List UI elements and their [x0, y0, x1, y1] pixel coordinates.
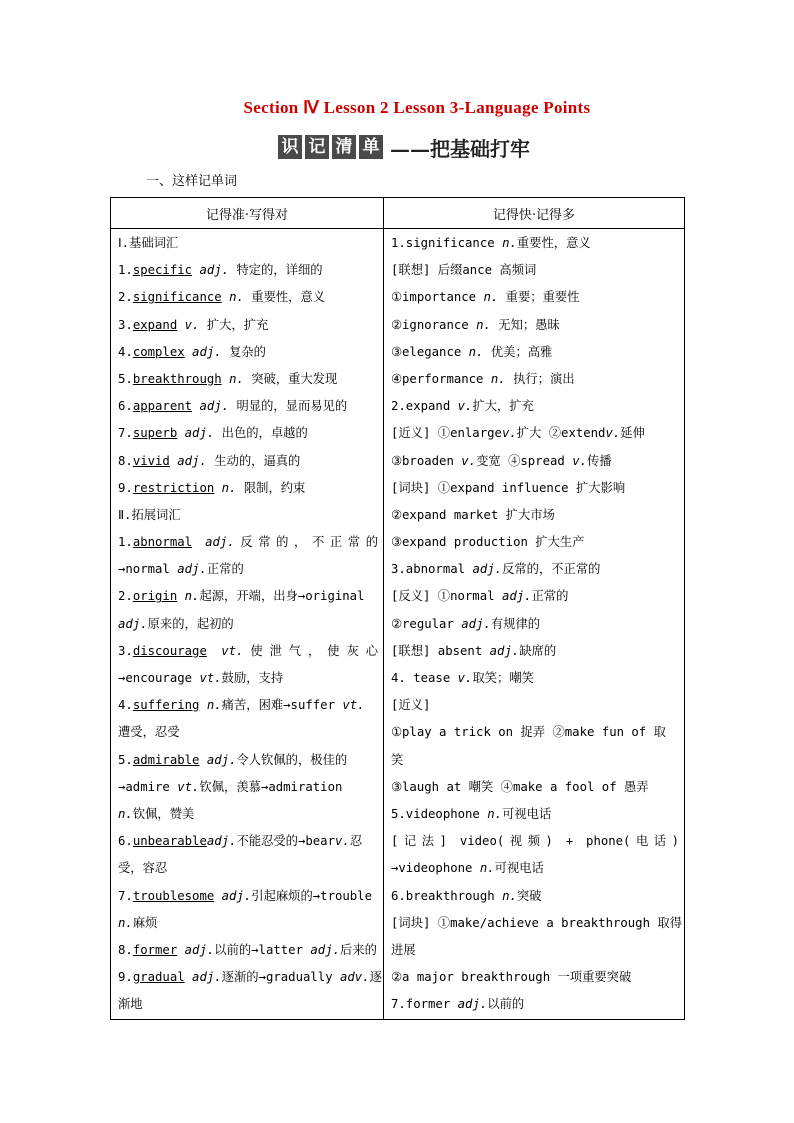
list-item	[391, 556, 679, 583]
list-item	[391, 366, 679, 393]
line-text: 突破	[516, 888, 542, 903]
vocab-word: troublesome	[132, 888, 215, 903]
list-item	[391, 883, 679, 910]
line-text: 重要性，意义	[516, 236, 591, 250]
line-text: 正常的	[206, 562, 244, 577]
list-item	[118, 366, 378, 393]
list-item	[118, 230, 378, 257]
section-heading: 一、这样记单词	[146, 174, 238, 189]
banner-box: 记	[305, 135, 329, 159]
banner-subtitle: ——把基础打牢	[390, 136, 530, 161]
vocab-word: admirable	[132, 752, 200, 767]
list-item	[391, 665, 679, 692]
line-text: 突破，重大发现	[243, 371, 338, 386]
list-item	[391, 774, 679, 801]
line-text: 6.	[118, 399, 133, 414]
list-item	[118, 719, 378, 746]
part-of-speech: adj.	[199, 263, 230, 278]
column-header-left: 记得准·写得对	[111, 198, 384, 229]
line-text: 传播	[587, 453, 612, 468]
line-text: 使泄气，使灰心	[243, 643, 378, 658]
vocab-word: abnormal	[132, 535, 193, 550]
line-text: [词块] ①make/achieve a breakthrough 取得	[391, 915, 682, 930]
list-item	[391, 910, 682, 937]
line-text: 变宽 ④spread	[476, 453, 573, 468]
line-text: 取笑；嘲笑	[472, 671, 534, 685]
line-text: ③elegance	[391, 344, 469, 359]
vocab-word: expand	[132, 317, 178, 332]
part-of-speech: adj.	[501, 589, 532, 604]
vocab-word: complex	[132, 344, 185, 359]
vocabulary-table	[110, 197, 685, 1020]
list-item	[391, 257, 679, 284]
line-text: Ⅱ.拓展词汇	[118, 507, 181, 522]
vocab-word: superb	[132, 426, 178, 441]
list-item	[391, 801, 679, 828]
line-text: 以前的	[487, 997, 525, 1012]
vocab-word: discourage	[132, 643, 207, 658]
line-text: 2.	[118, 589, 133, 604]
list-item	[391, 719, 679, 746]
line-text: 反常的，不正常的	[234, 535, 378, 550]
list-item	[118, 801, 378, 828]
list-item	[118, 420, 378, 447]
right-column-lines	[385, 230, 683, 1018]
list-item	[118, 665, 378, 692]
line-text: 1.	[118, 535, 133, 550]
line-text: 复杂的	[221, 344, 266, 359]
line-text: 1.significance	[391, 236, 503, 250]
line-text: 2.	[118, 290, 133, 305]
part-of-speech: v.	[184, 317, 200, 332]
banner-box: 单	[359, 135, 383, 159]
part-of-speech: adv.	[340, 970, 370, 985]
part-of-speech: n.	[479, 861, 495, 876]
part-of-speech: n.	[483, 290, 499, 305]
line-text: 有规律的	[490, 616, 541, 631]
line-text: 3.	[118, 643, 133, 658]
line-text: ③laugh at 嘲笑 ④make a fool of 愚弄	[391, 779, 649, 794]
part-of-speech: adj.	[461, 616, 491, 631]
line-text: 7.	[118, 888, 133, 903]
banner-box: 清	[332, 135, 356, 159]
list-item	[118, 556, 378, 583]
line-text: 7.former	[391, 997, 458, 1012]
vocab-word: origin	[132, 589, 178, 604]
list-item	[118, 583, 378, 610]
part-of-speech: adj.	[206, 752, 237, 767]
line-text: ③expand production 扩大生产	[391, 535, 585, 550]
line-text: 生动的，逼真的	[206, 453, 301, 468]
line-text	[185, 345, 192, 359]
line-text	[214, 889, 221, 903]
part-of-speech: adj.	[118, 616, 148, 631]
part-of-speech: n.	[229, 371, 244, 386]
list-item	[118, 774, 378, 801]
line-text: 1.	[118, 263, 133, 278]
line-text	[177, 589, 184, 603]
line-text: 4.	[118, 698, 133, 713]
list-item	[391, 475, 679, 502]
list-item	[118, 475, 378, 502]
line-text: 8.	[118, 453, 133, 468]
line-text: 9.	[118, 970, 133, 985]
part-of-speech: n.	[118, 915, 133, 930]
line-text	[177, 943, 184, 957]
line-text: ④performance	[391, 371, 491, 386]
right-column-cell	[384, 229, 685, 1020]
list-item	[118, 855, 378, 882]
vocab-word: apparent	[132, 399, 193, 414]
line-text: ②ignorance	[391, 317, 477, 332]
line-text: 出色的，卓越的	[214, 426, 308, 441]
part-of-speech: n.	[476, 317, 491, 332]
part-of-speech: adj.	[310, 942, 341, 957]
list-item	[391, 855, 679, 882]
line-text: ①importance	[391, 290, 484, 305]
part-of-speech: adj.	[184, 426, 215, 441]
list-item	[391, 529, 679, 556]
vocab-word: unbearable	[132, 834, 207, 849]
part-of-speech: adj.	[177, 562, 207, 577]
vocab-word: breakthrough	[132, 371, 222, 386]
line-text: Ⅰ.基础词汇	[118, 236, 179, 250]
part-of-speech: vt.	[199, 671, 222, 685]
line-text: ②regular	[391, 616, 462, 631]
line-text: 3.abnormal	[391, 562, 473, 577]
line-text	[214, 481, 221, 495]
line-text	[192, 535, 205, 549]
line-text: [词块] ①expand influence 扩大影响	[391, 480, 626, 495]
vocab-word: former	[132, 942, 178, 957]
list-item	[391, 964, 679, 991]
line-text: 原来的，起初的	[147, 616, 234, 631]
line-text: 痛苦，困难→suffer	[221, 698, 343, 713]
line-text: 起源，开端，出身→original	[199, 589, 365, 604]
line-text: 3.	[118, 317, 133, 332]
list-item	[391, 393, 679, 420]
part-of-speech: v.	[457, 671, 473, 685]
line-text: [近义]	[391, 698, 431, 713]
part-of-speech: n.	[221, 480, 237, 495]
part-of-speech: adj.	[199, 399, 230, 414]
part-of-speech: v.	[457, 399, 473, 414]
part-of-speech: adj.	[472, 562, 503, 577]
list-item	[391, 339, 679, 366]
line-text: 重要；重要性	[498, 290, 580, 305]
line-text: 4.	[118, 344, 133, 359]
list-item	[391, 937, 679, 964]
line-text: 钦佩，赞美	[132, 806, 195, 821]
line-text: 进展	[391, 942, 416, 957]
line-text: 引起麻烦的→trouble	[251, 888, 372, 903]
line-text: 5.	[118, 752, 133, 767]
line-text: 4. tease	[391, 671, 458, 685]
list-item	[118, 964, 382, 991]
line-text	[177, 318, 184, 332]
list-item	[391, 828, 679, 855]
page-title: Section Ⅳ Lesson 2 Lesson 3-Language Points	[243, 98, 591, 117]
line-text: ②expand market 扩大市场	[391, 507, 555, 522]
list-item	[118, 393, 378, 420]
list-item	[118, 638, 378, 665]
list-item	[391, 692, 679, 719]
line-text: 后来的	[340, 942, 377, 957]
line-text: 遭受，忍受	[118, 725, 180, 740]
line-text: 忍	[349, 834, 363, 849]
line-text: 缺席的	[519, 643, 557, 658]
part-of-speech: vt.	[221, 643, 244, 658]
part-of-speech: vt.	[177, 779, 200, 794]
part-of-speech: n.	[487, 806, 503, 821]
section-banner	[278, 132, 530, 162]
line-text: 渐地	[118, 997, 143, 1012]
list-item	[391, 312, 679, 339]
list-item	[118, 883, 378, 910]
part-of-speech: v.	[501, 426, 517, 441]
line-text: 2.expand	[391, 399, 458, 414]
list-item	[391, 420, 679, 447]
line-text: 6.	[118, 834, 133, 849]
table-header-row	[111, 198, 685, 229]
list-item	[118, 692, 378, 719]
line-text: 令人钦佩的，极佳的	[236, 752, 348, 767]
line-text: 扩大，扩充	[472, 399, 534, 414]
line-text: 钦佩，羡慕→admiration	[199, 779, 343, 794]
part-of-speech: n.	[118, 806, 133, 821]
line-text: [联想] 后缀ance 高频词	[391, 263, 537, 278]
list-item	[118, 991, 378, 1018]
list-item	[391, 583, 679, 610]
line-text: 可视电话	[502, 806, 552, 821]
line-text: 扩大，扩充	[199, 317, 269, 332]
line-text	[222, 372, 229, 386]
line-text: [记法] video(视频) + phone(电话)	[391, 834, 679, 849]
vocab-word: significance	[132, 290, 222, 305]
list-item	[118, 529, 378, 556]
part-of-speech: adj.	[192, 344, 222, 359]
list-item	[118, 747, 378, 774]
part-of-speech: n.	[184, 589, 200, 604]
list-item	[118, 937, 378, 964]
line-text: 7.	[118, 426, 133, 441]
vocab-word: gradual	[132, 970, 185, 985]
vocab-word: vivid	[132, 453, 170, 468]
part-of-speech: vt.	[342, 698, 365, 713]
table-row	[111, 229, 685, 1020]
line-text: 6.breakthrough	[391, 888, 503, 903]
line-text: 可视电话	[494, 861, 544, 876]
line-text: 笑	[391, 752, 404, 767]
banner-box: 识	[278, 135, 302, 159]
part-of-speech: n.	[229, 290, 244, 305]
list-item	[118, 257, 378, 284]
line-text: 9.	[118, 480, 133, 495]
left-column-lines	[112, 230, 382, 1018]
part-of-speech: n.	[206, 698, 222, 713]
line-text: →videophone	[391, 861, 480, 876]
list-item	[118, 828, 378, 855]
vocab-word: specific	[132, 263, 193, 278]
line-text: 逐	[369, 970, 382, 985]
line-text: [反义] ①normal	[391, 589, 502, 604]
part-of-speech: v.	[572, 453, 588, 468]
line-text: 不能忍受的→bear	[236, 834, 335, 849]
line-text: →encourage	[118, 671, 200, 685]
line-text: →admire	[118, 779, 178, 794]
line-text: 限制，约束	[236, 480, 306, 495]
line-text: 8.	[118, 942, 133, 957]
part-of-speech: n.	[502, 888, 517, 903]
line-text: 正常的	[531, 589, 569, 604]
line-text: →normal	[118, 562, 178, 577]
list-item	[391, 747, 679, 774]
part-of-speech: v.	[461, 453, 477, 468]
line-text	[207, 644, 221, 658]
part-of-speech: n.	[490, 371, 506, 386]
line-text: ②a major breakthrough 一项重要突破	[391, 970, 632, 985]
line-text: 扩大 ②extend	[516, 426, 606, 441]
line-text: 逐渐的→gradually	[221, 970, 340, 985]
line-text	[222, 290, 229, 304]
line-text	[199, 698, 206, 712]
list-item	[118, 611, 378, 638]
line-text: 延伸	[620, 426, 645, 441]
line-text: 以前的→latter	[214, 942, 311, 957]
line-text: [联想] absent	[391, 643, 490, 658]
part-of-speech: adj.	[192, 970, 222, 985]
line-text: 优美；高雅	[483, 344, 553, 359]
list-item	[391, 991, 679, 1018]
list-item	[118, 312, 378, 339]
part-of-speech: adj.	[221, 888, 252, 903]
line-text: ①play a trick on 捉弄 ②make fun of 取	[391, 725, 666, 740]
left-column-cell	[111, 229, 384, 1020]
list-item	[391, 448, 679, 475]
line-text: 执行；演出	[505, 371, 575, 386]
line-text: 受，容忍	[118, 861, 168, 876]
line-text: ③broaden	[391, 453, 462, 468]
list-item	[391, 611, 679, 638]
part-of-speech: adj.	[184, 942, 215, 957]
line-text: 鼓励，支持	[221, 671, 284, 685]
list-item	[118, 910, 378, 937]
vocab-word: suffering	[132, 698, 200, 713]
line-text: 5.videophone	[391, 806, 488, 821]
line-text: 反常的，不正常的	[502, 562, 601, 577]
part-of-speech: n.	[502, 236, 517, 250]
list-item	[391, 502, 679, 529]
line-text: 重要性，意义	[243, 290, 326, 305]
line-text: 无知；愚昧	[490, 317, 560, 332]
part-of-speech: v.	[605, 426, 621, 441]
line-text: 麻烦	[132, 915, 158, 930]
part-of-speech: n.	[468, 344, 484, 359]
part-of-speech: v.	[335, 834, 350, 849]
line-text: 特定的，详细的	[229, 263, 323, 278]
list-item	[391, 230, 679, 257]
line-text	[199, 753, 206, 767]
part-of-speech: adj.	[457, 997, 488, 1012]
list-item	[391, 638, 679, 665]
column-header-right: 记得快·记得多	[384, 198, 685, 229]
vocab-word: restriction	[132, 480, 215, 495]
list-item	[118, 339, 378, 366]
line-text	[177, 426, 184, 440]
list-item	[391, 284, 679, 311]
line-text: 明显的，显而易见的	[229, 399, 348, 414]
part-of-speech: adj.	[489, 643, 520, 658]
part-of-speech: adj.	[205, 535, 235, 550]
part-of-speech: adj.	[206, 834, 237, 849]
part-of-speech: adj.	[177, 453, 207, 468]
list-item	[118, 284, 378, 311]
line-text	[185, 970, 192, 984]
list-item	[118, 448, 378, 475]
list-item	[118, 502, 378, 529]
line-text: [近义] ①enlarge	[391, 426, 502, 441]
line-text: 5.	[118, 371, 133, 386]
